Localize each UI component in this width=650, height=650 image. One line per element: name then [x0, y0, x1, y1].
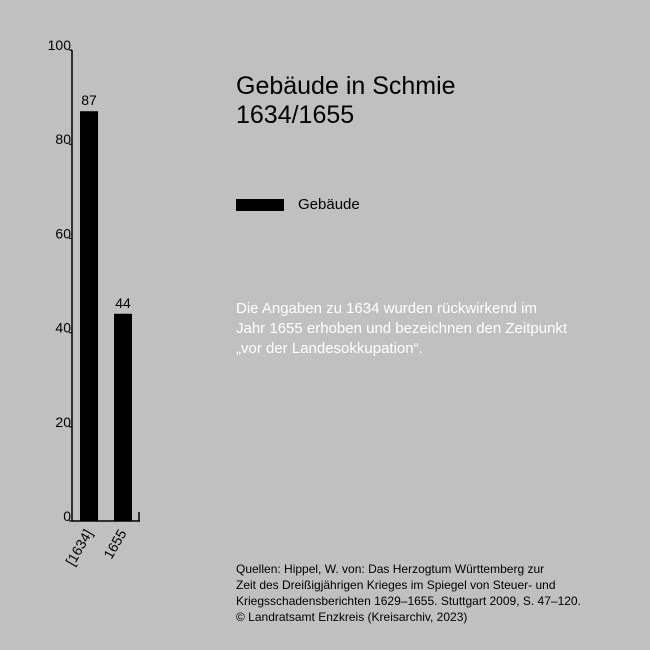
bar [114, 314, 132, 521]
source-line-4: © Landratsamt Enzkreis (Kreisarchiv, 2023) [236, 610, 468, 624]
y-tick-label: 100 [47, 37, 71, 53]
y-tick-label: 20 [55, 413, 71, 430]
note-line-2: Jahr 1655 erhoben und bezeichnen den Zeitpunkt [236, 320, 568, 337]
source-citation [236, 561, 636, 625]
bar-data-label: 87 [81, 92, 97, 109]
chart-title [236, 72, 456, 130]
chart-title-line-2: 1634/1655 [236, 101, 355, 129]
bar-chart [0, 0, 230, 600]
chart-note [236, 299, 626, 359]
legend-swatch [236, 199, 284, 211]
y-tick-label: 60 [55, 225, 71, 242]
chart-title-line-1: Gebäude in Schmie [236, 72, 456, 100]
bar-data-label: 44 [115, 294, 131, 311]
note-line-3: „vor der Landesokkupation“. [236, 340, 423, 357]
bar [80, 111, 98, 521]
note-line-1: Die Angaben zu 1634 wurden rückwirkend im [236, 300, 538, 317]
legend-label: Gebäude [298, 196, 360, 213]
y-tick-label: 80 [55, 131, 71, 148]
source-line-2: Zeit des Dreißigjährigen Krieges im Spiegel von Steuer- und [236, 578, 556, 592]
x-tick-label: 1655 [100, 526, 130, 562]
y-tick-label: 40 [55, 319, 71, 336]
x-tick-label: [1634] [62, 526, 96, 569]
legend [236, 196, 360, 213]
y-tick-label: 0 [63, 508, 71, 524]
source-line-3: Kriegsschadensberichten 1629–1655. Stuttgart 2009, S. 47–120. [236, 594, 581, 608]
source-line-1: Quellen: Hippel, W. von: Das Herzogtum Württemberg zur [236, 562, 545, 576]
